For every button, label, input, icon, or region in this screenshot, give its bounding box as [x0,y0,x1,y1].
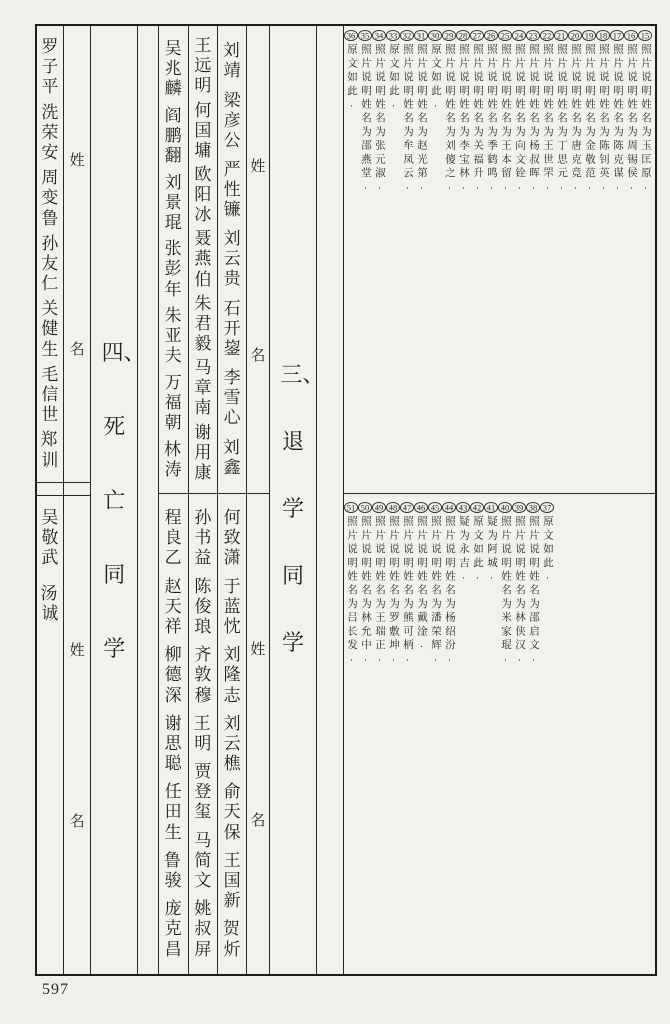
person-name: 刘 鑫 [222,437,257,477]
person-name: 毛信世 [41,364,59,425]
footnote-item [512,502,526,974]
person-name: 阎鹏翻 [164,105,182,165]
footnote-item [610,30,624,493]
person-name: 何致潇 [223,508,241,568]
footnote-text: 照片说明姓名为刘傻之. [443,43,455,195]
footnote-text: 照片说明姓名为杨绍汾. [443,515,455,667]
footnote-text: 照片说明姓名为金敬范. [583,43,595,195]
person-name: 吴兆麟 [164,38,182,98]
person-name: 于蓝忱 [223,576,241,636]
withdrawn-names-top [159,26,198,494]
person-name: 贺 炘 [222,919,257,959]
footnote-number: 23 [526,30,540,41]
person-name: 孙书益 [194,508,212,568]
deceased-names-top [37,26,75,482]
footnote-item [582,30,596,493]
person-name: 刘云贵 [223,229,241,289]
footnote-text: 照片说明姓名为林侠汉. [513,515,525,667]
deceased-names-bottom [37,496,75,974]
footnote-number: 47 [400,502,414,513]
footnote-number: 41 [484,502,498,513]
withdrawn-names-column-3 [159,26,198,974]
person-name: 程良乙 [164,508,182,568]
footnote-item [414,30,428,493]
given-name-label: 名 [69,342,85,358]
person-name: 欧阳冰 [194,165,212,225]
footnote-item [512,30,526,493]
person-name: 石开鋆 [223,298,241,358]
footnote-item [554,30,568,493]
footnote-text: 照片说明姓名为王世罘. [541,43,553,195]
withdrawn-names-column-1 [218,26,257,974]
person-name: 庞克昌 [164,899,182,959]
footnote-number: 49 [372,502,386,513]
footnote-text: 照片说明姓名为周锡侯. [625,43,637,195]
footnote-text: 照片说明姓名为李宝林. [457,43,469,195]
person-name: 周变鲁 [41,168,59,228]
footnote-item [596,30,610,493]
person-name: 吴敬武 [41,508,59,568]
footnote-number: 46 [414,502,428,513]
footnote-number: 30 [428,30,442,41]
footnotes-column [344,26,655,974]
footnote-item [442,30,456,493]
footnote-number: 25 [498,30,512,41]
section-3-title: 三、退学同学 [280,362,325,655]
person-name: 王 明 [193,713,228,753]
footnote-number: 40 [498,502,512,513]
footnote-text: 照片说明姓名为邵启文. [527,515,539,667]
footnote-item [400,502,414,974]
footnote-text: 疑为永吉. [457,515,469,585]
footnote-number: 42 [470,502,484,513]
person-name: 马简文 [194,830,212,890]
footnote-number: 43 [456,502,470,513]
footnote-item [442,502,456,974]
person-name: 何国墉 [194,100,212,160]
footnote-number: 44 [442,502,456,513]
footnote-text: 照片说明姓名为玉匡原. [639,43,651,195]
footnotes-bottom-block [344,494,557,974]
footnote-item [400,30,414,493]
spacer-column [138,26,159,974]
footnote-item [540,502,554,974]
person-name: 王国新 [223,850,241,911]
footnote-number: 18 [596,30,610,41]
footnote-item [526,30,540,493]
person-name: 关健生 [41,299,59,359]
person-name: 鲁 骏 [163,850,198,890]
footnote-text: 照片说明姓名为陈克谋. [611,43,623,195]
footnote-number: 19 [582,30,596,41]
person-name: 刘隆志 [223,645,241,705]
footnote-item [498,502,512,974]
footnote-item [428,502,442,974]
person-name: 陈俊琅 [194,576,212,636]
person-name: 朱亚夫 [164,306,182,366]
person-name: 李雪心 [223,368,241,428]
footnote-item [358,502,372,974]
footnote-text: 照片说明姓名为向文铨. [513,43,525,195]
footnote-item [456,30,470,493]
footnote-item [386,30,400,493]
deceased-header-column [64,26,92,974]
footnote-item [344,502,358,974]
footnotes-bottom-cell [344,494,655,974]
person-name: 赵天祥 [164,576,182,636]
footnote-number: 36 [344,30,358,41]
footnote-number: 17 [610,30,624,41]
footnote-item [526,502,540,974]
person-name: 柳德深 [164,645,182,705]
footnote-text: 照片说明姓名为王本留. [499,43,511,195]
footnote-number: 21 [554,30,568,41]
footnote-text: 照片说明姓名为杨叔晖. [527,43,539,195]
footnote-text: 照片说明姓名为陈钊英. [597,43,609,195]
footnote-item [638,30,652,493]
footnote-item [414,502,428,974]
withdrawn-names-column-2 [189,26,228,974]
footnote-number: 32 [400,30,414,41]
person-name: 汤 诚 [40,584,75,624]
footnote-text: 原文如此. [387,43,399,113]
person-name: 严性镰 [223,159,241,220]
footnote-text: 原文如此. [429,43,441,113]
withdrawn-header-column [247,26,270,974]
deceased-names-column [37,26,75,974]
footnote-item [428,30,442,493]
footnote-number: 28 [456,30,470,41]
footnote-text: 照片说明姓名为戴淦. [415,515,427,653]
footnote-item [372,30,386,493]
withdrawn-names-top [189,26,218,494]
withdrawn-names-bottom [218,494,257,974]
withdrawn-names-top [218,26,257,494]
footnote-item [358,30,372,493]
footnote-item [344,30,358,493]
person-name: 谢用康 [194,422,212,482]
section-4-column [91,26,146,974]
footnote-text: 照片说明姓名为牟凤云. [401,43,413,195]
footnote-number: 26 [484,30,498,41]
person-name: 贾登玺 [194,762,212,822]
footnote-item [484,30,498,493]
surname-label: 姓 [69,643,85,659]
surname-label: 姓 [69,153,85,169]
footnote-text: 照片说明姓名为关福升. [471,43,483,195]
person-name: 郑 训 [40,430,75,470]
footnote-number: 45 [428,502,442,513]
person-name: 任田生 [164,782,182,842]
person-name: 王远明 [194,36,212,96]
footnote-text: 照片说明姓名为赵光第. [415,43,427,195]
footnote-number: 24 [512,30,526,41]
footnote-item [456,502,470,974]
footnote-number: 37 [540,502,554,513]
footnote-text: 疑为阿城. [485,515,497,585]
surname-label: 姓 [250,158,266,175]
footnote-number: 16 [624,30,638,41]
person-name: 洗荣安 [41,102,59,162]
footnote-text: 原文如此. [471,515,483,585]
given-name-label: 名 [69,814,85,830]
footnote-text: 照片说明姓名为林允中. [359,515,371,667]
footnote-number: 35 [358,30,372,41]
footnote-number: 51 [344,502,358,513]
person-name: 孙友仁 [41,233,59,294]
person-name: 俞天保 [223,782,241,842]
footnote-text: 照片说明姓名为米家琨. [499,515,511,667]
person-name: 张彭年 [164,239,182,299]
person-name: 梁彦公 [223,90,241,150]
register-table-frame [35,24,657,976]
person-name: 朱君毅 [194,293,212,353]
page-number: 597 [42,981,69,998]
footnotes-top-block [344,26,655,493]
footnote-text: 照片说明姓名为唐克竞. [569,43,581,195]
person-name: 谢思聪 [164,713,182,774]
footnote-item [470,502,484,974]
footnote-item [568,30,582,493]
footnote-text: 原文如此. [541,515,553,585]
person-name: 姚叔屏 [194,899,212,959]
person-name: 刘景琨 [164,172,182,232]
footnote-number: 29 [442,30,456,41]
footnote-number: 34 [372,30,386,41]
given-name-label: 名 [250,347,266,364]
divider-band [64,482,91,496]
section-3-column [270,26,325,974]
divider-band [37,482,63,496]
footnote-text: 照片说明姓名为熊可柄. [401,515,413,667]
footnote-item [624,30,638,493]
footnotes-top-cell [344,26,655,494]
withdrawn-names-bottom [189,494,228,974]
header-cell [64,496,91,974]
footnote-number: 22 [540,30,554,41]
footnote-number: 38 [526,502,540,513]
person-name: 刘云樵 [223,713,241,774]
footnote-text: 照片说明姓名为邵燕堂. [359,43,371,195]
withdrawn-names-bottom [159,494,198,974]
footnote-number: 33 [386,30,400,41]
footnote-number: 20 [568,30,582,41]
footnote-number: 31 [414,30,428,41]
surname-label: 姓 [250,642,266,658]
spacer-column [317,26,344,974]
footnote-text: 照片说明姓名为张元淑. [373,43,385,195]
header-cell [247,26,269,494]
footnote-number: 50 [358,502,372,513]
person-name: 马章南 [194,358,212,418]
person-name: 聂燕伯 [194,229,212,289]
person-name: 万福朝 [164,373,182,433]
footnote-text: 照片说明姓名为王瑞正. [373,515,385,667]
person-name: 刘 靖 [222,41,257,81]
header-cell [64,26,91,482]
person-name: 林 涛 [163,440,198,480]
person-name: 罗子平 [41,37,59,97]
footnote-text: 原文如此. [345,43,357,113]
footnote-text: 照片说明姓名为吕长发. [345,515,357,667]
footnote-number: 48 [386,502,400,513]
footnote-item [470,30,484,493]
section-4-title: 四、死亡同学 [101,340,146,661]
footnote-item [484,502,498,974]
footnote-item [498,30,512,493]
footnote-item [540,30,554,493]
given-name-label: 名 [250,813,266,829]
footnote-text: 照片说明姓名为潘荣辉. [429,515,441,667]
footnote-text: 照片说明姓名为丁思元. [555,43,567,195]
footnote-text: 照片说明姓名为季鹤鸣. [485,43,497,195]
footnote-item [372,502,386,974]
footnote-text: 照片说明姓名为罗敷坤. [387,515,399,667]
footnote-number: 39 [512,502,526,513]
person-name: 齐敦穆 [194,645,212,705]
footnote-number: 15 [638,30,652,41]
footnote-item [386,502,400,974]
header-cell [247,494,269,974]
footnote-number: 27 [470,30,484,41]
